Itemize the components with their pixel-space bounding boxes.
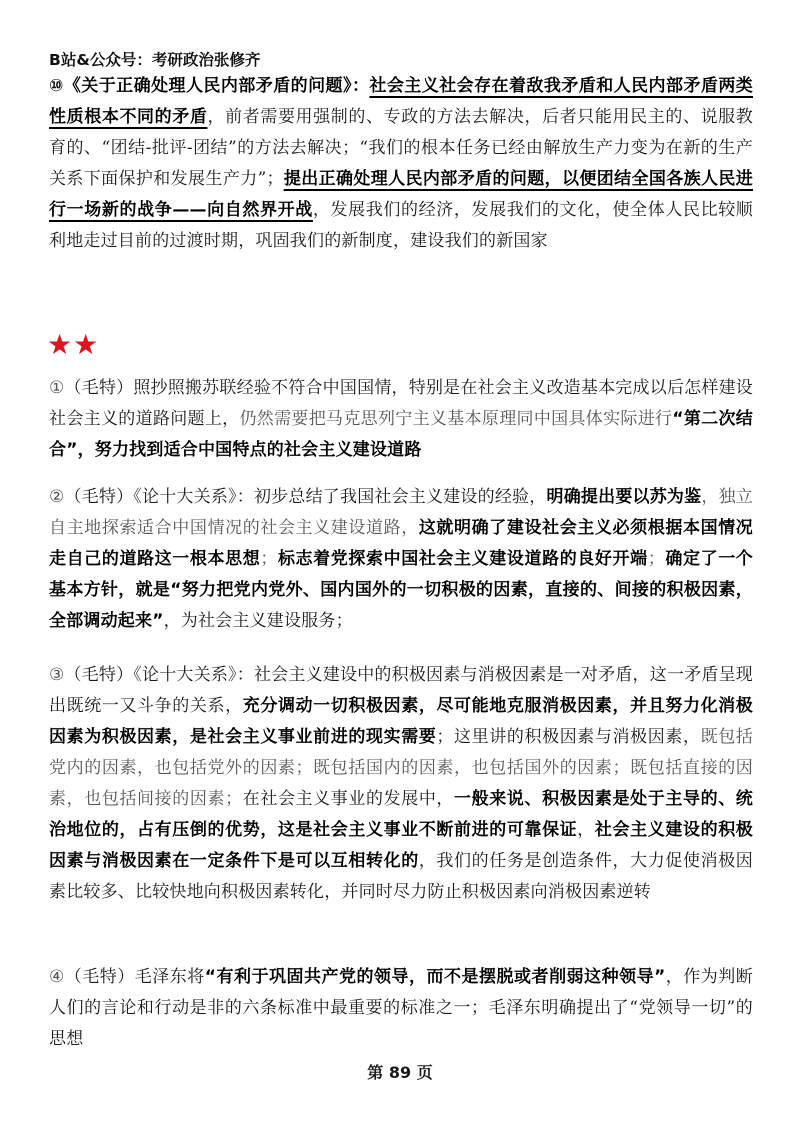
work-title: 《关于正确处理人民内部矛盾的问题》： — [63, 76, 370, 96]
paragraph-1 — [49, 373, 753, 466]
body-text: ， — [577, 820, 595, 840]
body-text: 在社会主义事业的发展中， — [242, 789, 455, 809]
body-text: ，作为判断人们的言论和行动是非的六条标准中最重要的标准之一；毛泽东明确提出了“党领导一切”的思想 — [49, 967, 753, 1049]
body-text: （毛特）《论十大关系》：社会主义建设中的积极因素与消极因素是一对矛盾，这一矛盾呈现出既统一又斗争的关系， — [49, 665, 753, 716]
key-point-underlined: 提出正确处理人民内部矛盾的问题，以便团结全国各族人民进行一场新的战争——向自然界开战 — [49, 169, 753, 220]
item-number: ② — [49, 487, 65, 507]
body-text: （毛特）照抄照搬苏联经验不符合中国国情，特别是在社会主义改造基本完成以后怎样建设社会主义的道路问题上， — [49, 378, 753, 429]
key-point: 社会主义建设的积极因素与消极因素在一定条件下是可以互相转化的 — [49, 820, 754, 871]
paragraph-3 — [49, 660, 753, 908]
key-point: “有利于巩固共产党的领导，而不是摆脱或者削弱这种领导” — [204, 967, 666, 987]
key-point: 一般来说、积极因素是处于主导的、统治地位的，占有压倒的优势，这是社会主义事业不断前进的可靠保证 — [49, 789, 754, 840]
paragraph-4 — [49, 962, 753, 1055]
light-text: ； — [260, 549, 278, 569]
key-point: 标志着党探索中国社会主义建设道路的良好开端 — [277, 549, 648, 569]
light-text: 既包括党内的因素，也包括党外的因素；既包括国内的因素，也包括国外的因素；既包括直接的因素，也包括间接的因素； — [49, 727, 753, 809]
body-text: （毛特）《论十大关系》：初步总结了我国社会主义建设的经验， — [64, 487, 547, 507]
item-number: ④ — [49, 967, 65, 987]
key-point: “第二次结合”，努力找到适合中国特点的社会主义建设道路 — [49, 409, 753, 460]
body-text: （毛特）毛泽东将 — [64, 967, 205, 987]
key-point-underlined: 社会主义社会存在着敌我矛盾和人民内部矛盾两类性质根本不同的矛盾 — [49, 76, 753, 127]
body-text: ，我们的任务是创造条件，大力促使消极因素比较多、比较快地向积极因素转化，并同时尽力防止积极因素向消极因素逆转 — [49, 851, 753, 902]
paragraph-2 — [49, 482, 753, 637]
source-header: B站&公众号：考研政治张修齐 — [49, 51, 261, 69]
key-point: 明确提出要以苏为鉴 — [546, 487, 702, 507]
light-text: ，独立自主地探索适合中国情况的社会主义建设道路， — [49, 487, 753, 538]
body-text: ，为社会主义建设服务； — [163, 611, 353, 631]
body-text: ，发展我们的经济，发展我们的文化，使全体人民比较顺利地走过目前的过渡时期，巩固我们的新制度，建设我们的新国家 — [49, 200, 754, 251]
body-text: ，前者需要用强制的、专政的方法去解决，后者只能用民主的、说服教育的、“团结-批评-团结”的方法去解决；“我们的根本任务已经由解放生产力变为在新的生产关系下面保护和发展生产力”； — [49, 107, 753, 189]
item-number: ⑩ — [49, 76, 64, 96]
body-text: ；这里讲的积极因素与消极因素， — [436, 727, 701, 747]
key-point: 充分调动一切积极因素，尽可能地克服消极因素，并且努力化消极因素为积极因素，是社会主义事业前进的现实需要 — [49, 696, 753, 747]
page-number: 第 89 页 — [367, 1063, 433, 1082]
item-number: ① — [49, 378, 65, 398]
key-point: 确定了一个基本方针，就是“努力把党内党外、国内国外的一切积极的因素，直接的、间接的积极因素，全部调动起来” — [49, 549, 754, 631]
light-text: ； — [647, 549, 665, 569]
importance-stars: ★★ — [47, 328, 100, 361]
key-point: 这就明确了建设社会主义必须根据本国情况走自己的道路这一根本思想 — [49, 518, 753, 569]
light-text: 仍然需要把马克思列宁主义基本原理同中国具体实际进行 — [239, 409, 673, 429]
item-number: ③ — [49, 665, 65, 685]
paragraph-10 — [49, 71, 753, 257]
